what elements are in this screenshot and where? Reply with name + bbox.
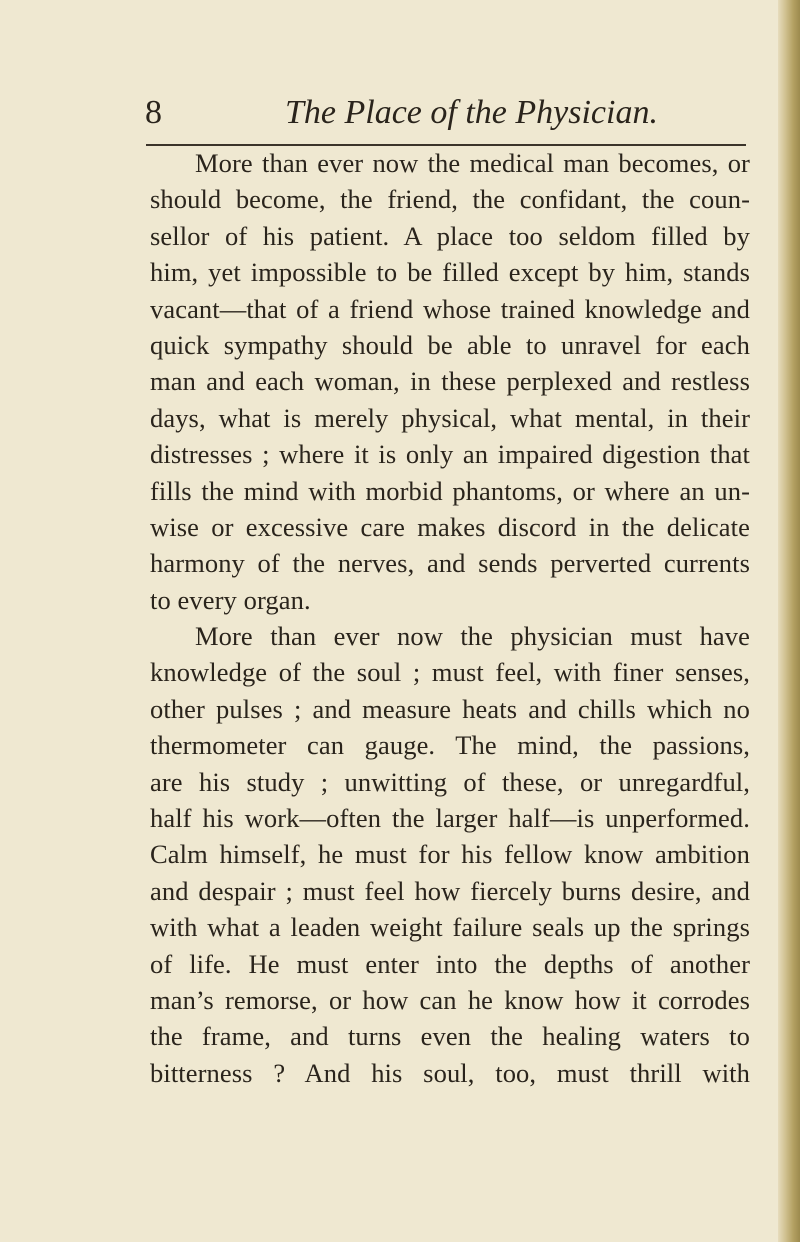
text-line: knowledge of the soul ; must feel, with finer senses, — [150, 657, 750, 688]
text-line: are his study ; unwitting of these, or unregardful, — [150, 766, 750, 797]
text-line: days, what is merely physical, what mental, in their — [150, 402, 750, 433]
page-binding-edge — [778, 0, 800, 1242]
running-title: The Place of the Physician. — [285, 94, 658, 131]
text-line: with what a leaden weight failure seals up the springs — [150, 912, 750, 943]
text-line: the frame, and turns even the healing waters to — [150, 1021, 750, 1052]
text-line: wise or excessive care makes discord in the delicate — [150, 511, 750, 542]
text-line: and despair ; must feel how fiercely burns desire, and — [150, 875, 750, 906]
text-line: harmony of the nerves, and sends perverted currents — [150, 548, 750, 579]
page-header — [145, 93, 765, 141]
text-line: should become, the friend, the confidant, the coun- — [150, 184, 750, 215]
page-number: 8 — [145, 94, 162, 131]
text-line: fills the mind with morbid phantoms, or where an un- — [150, 475, 750, 506]
text-line: man and each woman, in these perplexed and restless — [150, 366, 750, 397]
text-line: half his work—often the larger half—is unperformed. — [150, 803, 750, 834]
text-line: bitterness ? And his soul, too, must thrill with — [150, 1057, 750, 1088]
text-line: More than ever now the physician must have — [195, 621, 750, 652]
text-line: Calm himself, he must for his fellow know ambition — [150, 839, 750, 870]
text-line: man’s remorse, or how can he know how it corrodes — [150, 984, 750, 1015]
text-line: him, yet impossible to be filled except by him, stands — [150, 257, 750, 288]
text-line: sellor of his patient. A place too seldom filled by — [150, 220, 750, 251]
text-line: of life. He must enter into the depths of another — [150, 948, 750, 979]
text-line: vacant—that of a friend whose trained knowledge and — [150, 293, 750, 324]
body-text — [150, 145, 750, 1091]
text-line: other pulses ; and measure heats and chills which no — [150, 693, 750, 724]
text-line: More than ever now the medical man becomes, or — [195, 148, 750, 178]
text-line: quick sympathy should be able to unravel for each — [150, 329, 750, 360]
text-line: distresses ; where it is only an impaired digestion that — [150, 439, 750, 470]
text-line: thermometer can gauge. The mind, the passions, — [150, 730, 750, 761]
text-line: to every organ. — [150, 584, 311, 615]
